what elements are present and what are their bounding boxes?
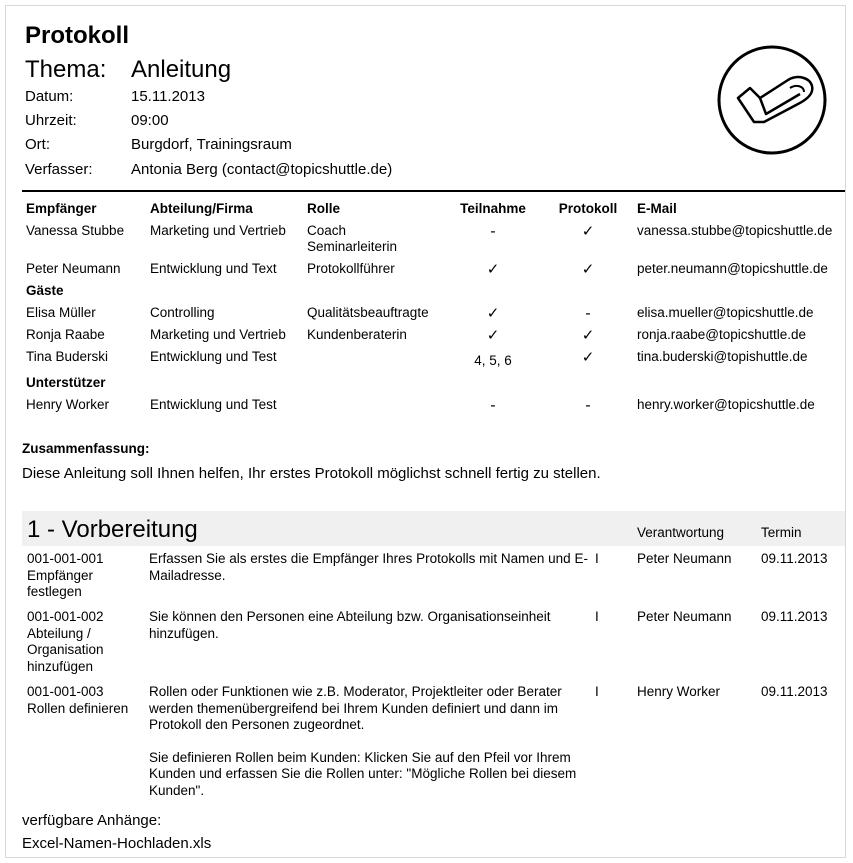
col-header-deadline: Termin — [761, 525, 802, 540]
recipient-role — [303, 347, 443, 373]
recipient-name: Vanessa Stubbe — [26, 223, 125, 238]
task-responsible: Peter Neumann — [637, 551, 732, 566]
col-header-recipient: Empfänger — [26, 201, 97, 216]
protocol-status: ✓ — [581, 260, 595, 278]
col-header-department: Abteilung/Firma — [150, 201, 253, 216]
task-deadline: 09.11.2013 — [761, 609, 828, 624]
theme-value: Anleitung — [131, 56, 232, 83]
col-header-role: Rolle — [307, 201, 341, 216]
recipient-department: Marketing und Vertrieb — [150, 223, 286, 238]
recipient-email: vanessa.stubbe@topicshuttle.de — [637, 223, 833, 238]
task-id-block — [27, 551, 137, 601]
task-name: Empfänger festlegen — [27, 567, 94, 599]
recipient-name: Ronja Raabe — [26, 327, 105, 342]
task-flag: I — [595, 551, 599, 566]
summary-text: Diese Anleitung soll Ihnen helfen, Ihr erstes Protokoll möglichst schnell fertig zu stellen. — [22, 465, 601, 482]
recipient-role: Protokollführer — [307, 261, 395, 276]
task-id: 001-001-003 — [27, 684, 104, 699]
summary-heading: Zusammenfassung: — [22, 441, 150, 456]
task-name: Abteilung / Organisation hinzufügen — [27, 625, 104, 674]
guests-section-row — [22, 281, 843, 303]
recipient-role — [303, 221, 443, 259]
participation-status: ✓ — [486, 260, 500, 278]
location-label: Ort: — [25, 136, 50, 153]
task-deadline: 09.11.2013 — [761, 684, 828, 699]
task-deadline: 09.11.2013 — [761, 551, 828, 566]
page-title: Protokoll — [25, 22, 130, 49]
recipient-name: Peter Neumann — [26, 261, 121, 276]
task-description-p2: Sie definieren Rollen beim Kunden: Klicken Sie auf den Pfeil vor Ihrem Kunden und erfassen Sie die Rollen unter: "Mögliche Rollen bei diesem Kunden". — [149, 749, 577, 798]
participation-status: - — [490, 396, 496, 414]
recipient-name: Tina Buderski — [26, 349, 109, 364]
attachments-label: verfügbare Anhänge: — [22, 812, 162, 829]
theme-label: Thema: — [25, 56, 107, 83]
date-value: 15.11.2013 — [131, 88, 205, 105]
recipient-name: Elisa Müller — [26, 305, 96, 320]
participation-status: 4, 5, 6 — [474, 353, 512, 368]
recipient-department: Entwicklung und Test — [150, 397, 277, 412]
recipient-department: Marketing und Vertrieb — [150, 327, 286, 342]
recipient-email: elisa.mueller@topicshuttle.de — [637, 305, 814, 320]
protocol-status: - — [585, 396, 591, 414]
task-id-block — [27, 609, 137, 675]
table-row — [22, 221, 843, 259]
task-description: Sie können den Personen eine Abteilung bzw. Organisationseinheit hinzufügen. — [149, 609, 551, 641]
location-value: Burgdorf, Trainingsraum — [131, 136, 292, 153]
recipient-department: Entwicklung und Text — [150, 261, 277, 276]
task-id: 001-001-002 — [27, 609, 104, 624]
recipients-header-row — [22, 198, 843, 221]
author-value: Antonia Berg (contact@topicshuttle.de) — [131, 161, 393, 178]
task-description: Erfassen Sie als erstes die Empfänger Ihres Protokolls mit Namen und E-Mailadresse. — [149, 551, 588, 583]
section-title: 1 - Vorbereitung — [27, 516, 198, 543]
clip-logo-icon — [716, 44, 828, 156]
role-line-1: Coach — [307, 223, 347, 238]
col-header-email: E-Mail — [637, 201, 677, 216]
protocol-status: - — [585, 304, 591, 322]
supporters-label: Unterstützer — [26, 375, 106, 390]
recipient-email: ronja.raabe@topicshuttle.de — [637, 327, 807, 342]
table-row — [22, 347, 843, 373]
date-label: Datum: — [25, 88, 74, 105]
attachment-link[interactable]: Excel-Namen-Hochladen.xls — [22, 835, 212, 852]
author-label: Verfasser: — [25, 161, 93, 178]
header-divider — [22, 190, 846, 192]
task-flag: I — [595, 609, 599, 624]
table-row — [22, 259, 843, 281]
supporters-section-row — [22, 373, 843, 395]
col-header-protocol: Protokoll — [558, 201, 618, 216]
recipient-role: Qualitätsbeauftragte — [307, 305, 429, 320]
guests-label: Gäste — [26, 283, 64, 298]
participation-status: ✓ — [486, 326, 500, 344]
task-description-p1: Rollen oder Funktionen wie z.B. Moderator, Projektleiter oder Berater werden themenübergreifend bei Ihrem Kunden definiert und dann im Protokoll den Personen zugeordnet. — [149, 684, 562, 732]
task-responsible: Henry Worker — [637, 684, 721, 699]
col-header-participation: Teilnahme — [460, 201, 526, 216]
protocol-page — [5, 5, 846, 858]
recipient-email: tina.buderski@topishuttle.de — [637, 349, 808, 364]
recipient-role — [303, 395, 443, 417]
recipient-name: Henry Worker — [26, 397, 110, 412]
task-flag: I — [595, 684, 599, 699]
protocol-status: ✓ — [581, 348, 595, 366]
task-id: 001-001-001 — [27, 551, 104, 566]
recipient-department: Controlling — [150, 305, 215, 320]
participation-status: - — [490, 222, 496, 240]
recipient-email: peter.neumann@topicshuttle.de — [637, 261, 828, 276]
task-id-block — [27, 684, 137, 717]
participation-status: ✓ — [486, 304, 500, 322]
recipient-email: henry.worker@topicshuttle.de — [637, 397, 815, 412]
protocol-status: ✓ — [581, 326, 595, 344]
recipient-role: Kundenberaterin — [307, 327, 407, 342]
recipients-table — [22, 198, 843, 417]
task-responsible: Peter Neumann — [637, 609, 732, 624]
time-label: Uhrzeit: — [25, 112, 77, 129]
recipient-department: Entwicklung und Test — [150, 349, 277, 364]
table-row — [22, 325, 843, 347]
task-description — [149, 684, 589, 799]
col-header-responsibility: Verantwortung — [637, 525, 725, 540]
table-row — [22, 303, 843, 325]
task-name: Rollen definieren — [27, 700, 129, 716]
role-line-2: Seminarleiterin — [307, 239, 398, 254]
table-row — [22, 395, 843, 417]
protocol-status: ✓ — [581, 222, 595, 240]
time-value: 09:00 — [131, 112, 169, 129]
